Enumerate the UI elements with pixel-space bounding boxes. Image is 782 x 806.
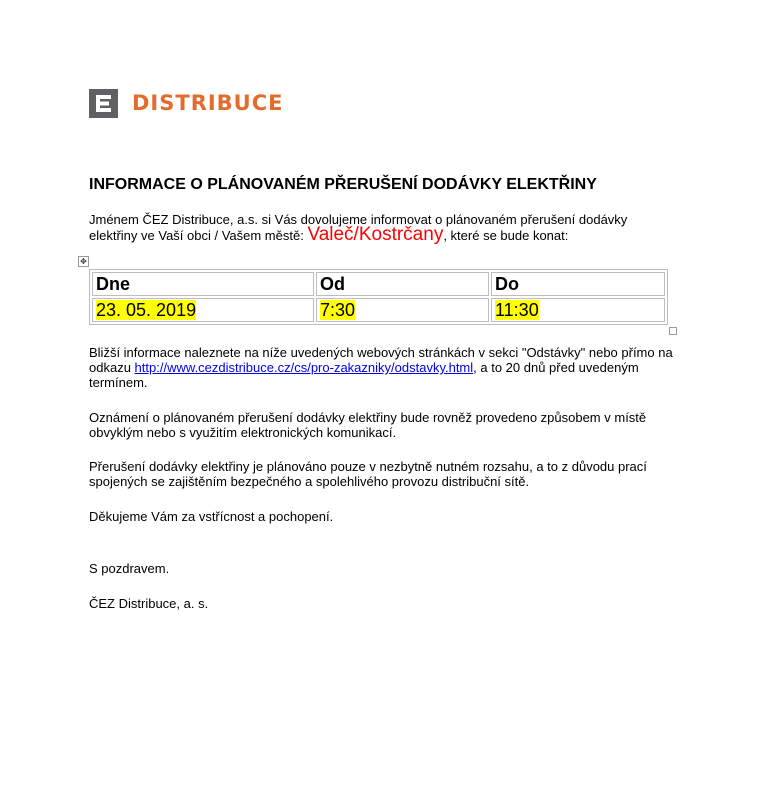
notice-line-2: obvyklým nebo s využitím elektronických komunikací. [89, 425, 397, 440]
header-date: Dne [92, 272, 314, 296]
intro-line-2-tail: , které se bude konat: [443, 228, 569, 243]
cell-date [92, 298, 314, 322]
intro-paragraph [89, 212, 627, 243]
table-row [92, 298, 665, 322]
intro-line-2-text: elektřiny ve Vaší obci / Vašem městě: [89, 228, 308, 243]
table-resize-handle[interactable] [669, 327, 677, 335]
cell-from [316, 298, 489, 322]
cell-to [491, 298, 665, 322]
table-move-handle[interactable]: ✥ [78, 256, 89, 267]
info-line-2 [89, 360, 673, 375]
thanks-text: Děkujeme Vám za vstřícnost a pochopení. [89, 509, 334, 524]
date-value: 23. 05. 2019 [96, 299, 197, 320]
info-line-2-tail: , a to 20 dnů před uvedeným [473, 360, 639, 375]
info-line-1: Bližší informace naleznete na níže uvedených webových stránkách v sekci "Odstávky" nebo přímo na [89, 345, 673, 360]
table-header-row [92, 272, 665, 296]
reason-line-1: Přerušení dodávky elektřiny je plánováno pouze v nezbytně nutném rozsahu, a to z důvodu prací [89, 459, 647, 474]
header-from: Od [316, 272, 489, 296]
place-name: Valeč/Kostrčany [307, 224, 444, 245]
header-to: Do [491, 272, 665, 296]
intro-line-1: Jménem ČEZ Distribuce, a.s. si Vás dovolujeme informovat o plánovaném přerušení dodávky [89, 212, 628, 227]
notice-paragraph [89, 410, 646, 440]
from-value: 7:30 [320, 299, 356, 320]
signature-text: ČEZ Distribuce, a. s. [89, 596, 209, 611]
company-logo [89, 89, 284, 118]
greeting-text: S pozdravem. [89, 561, 170, 576]
brand-name: DISTRIBUCE [132, 91, 284, 115]
outages-link[interactable]: http://www.cezdistribuce.cz/cs/pro-zakazniky/odstavky.html [134, 360, 474, 375]
intro-line-2 [89, 224, 627, 245]
page-title: INFORMACE O PLÁNOVANÉM PŘERUŠENÍ DODÁVKY ELEKTŘINY [89, 176, 597, 193]
to-value: 11:30 [495, 299, 539, 320]
schedule-table [89, 269, 668, 325]
cez-logo-icon [89, 89, 118, 118]
reason-paragraph [89, 459, 647, 489]
info-line-2-text: odkazu [89, 360, 135, 375]
notice-line-1: Oznámení o plánovaném přerušení dodávky elektřiny bude rovněž provedeno způsobem v místě [89, 410, 647, 425]
reason-line-2: spojených se zajištěním bezpečného a spolehlivého provozu distribuční sítě. [89, 474, 530, 489]
info-line-3: termínem. [89, 375, 148, 390]
info-paragraph [89, 345, 673, 390]
